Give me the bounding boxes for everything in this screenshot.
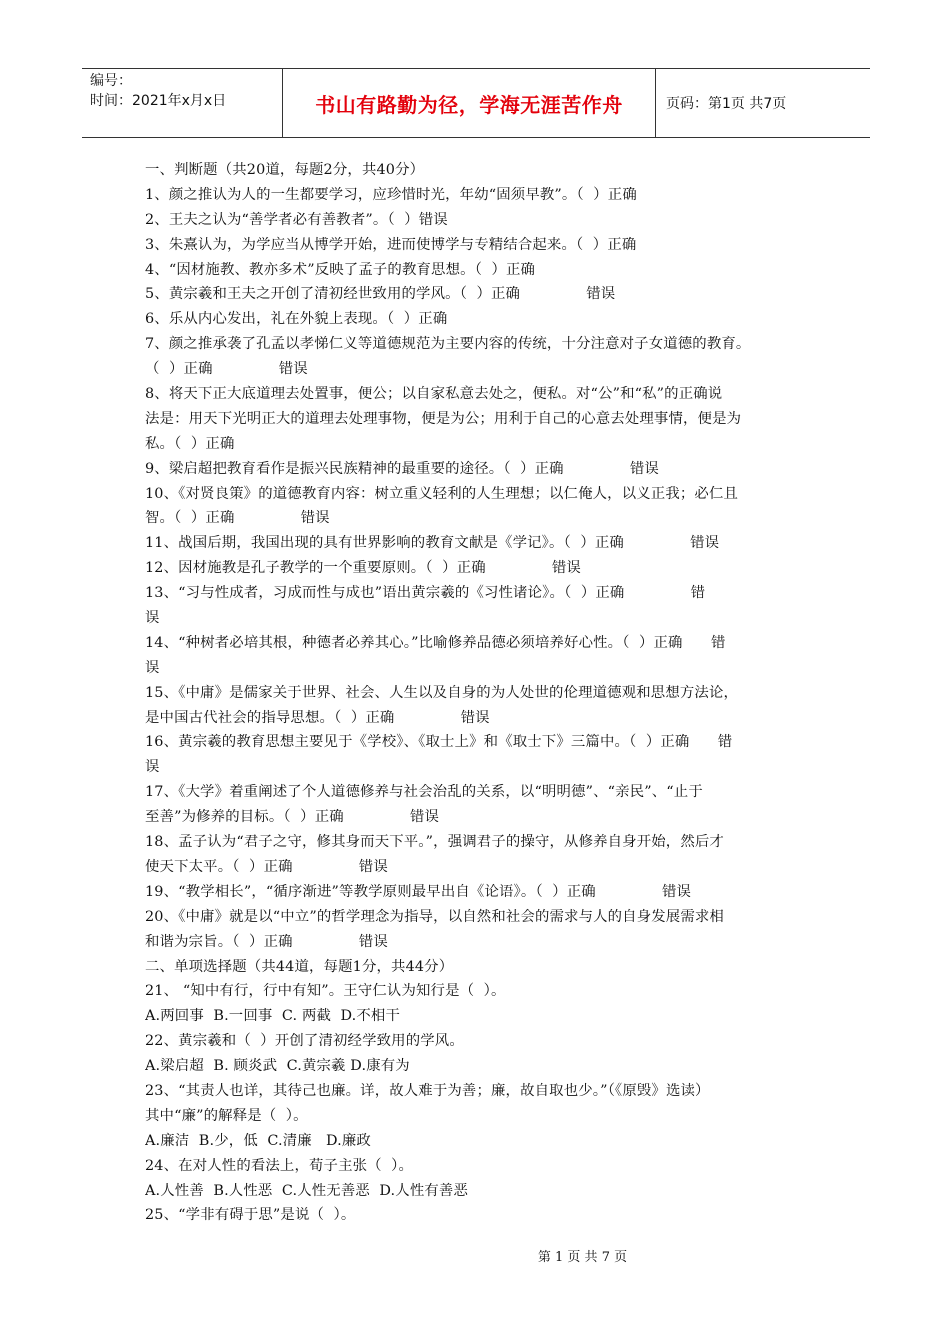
text-line: 2、王夫之认为“善学者必有善教者”。（ ）错误 — [145, 211, 448, 228]
text-line: 10、《对贤良策》的道德教育内容：树立重义轻利的人生理想；以仁俺人，以义正我；必仁且 — [145, 485, 739, 502]
text-line: 20、《中庸》就是以“中立”的哲学理念为指导，以自然和社会的需求与人的自身发展需求相 — [145, 908, 724, 925]
text-line: A.廉洁 B.少，低 C.清廉 D.廉政 — [145, 1132, 371, 1149]
text-line: 24、在对人性的看法上，荀子主张（ ）。 — [145, 1157, 414, 1174]
text-line: 3、朱熹认为，为学应当从博学开始，进而使博学与专精结合起来。（ ）正确 — [145, 236, 637, 253]
text-line: 1、颜之推认为人的一生都要学习，应珍惜时光，年幼“固须早教”。（ ）正确 — [145, 186, 637, 203]
text-line: 至善”为修养的目标。（ ）正确 错误 — [145, 809, 440, 826]
text-line: 7、颜之推承袭了孔孟以孝悌仁义等道德规范为主要内容的传统，十分注意对子女道德的教育。 — [145, 336, 751, 353]
text-line: 16、黄宗羲的教育思想主要见于《学校》、《取士上》和《取士下》三篇中。（ ）正确 错 — [145, 734, 733, 751]
document-body — [145, 158, 805, 1228]
page-footer: 第 1 页 共 7 页 — [537, 1250, 628, 1265]
text-line: 其中“廉”的解释是（ ）。 — [145, 1107, 308, 1124]
text-line: 一、判断题（共20道，每题2分，共40分） — [145, 162, 425, 178]
text-line: 9、梁启超把教育看作是振兴民族精神的最重要的途径。（ ）正确 错误 — [145, 460, 659, 477]
text-line: 使天下太平。（ ）正确 错误 — [145, 858, 388, 875]
text-line: （ ）正确 错误 — [145, 361, 308, 378]
text-line: 智。（ ）正确 错误 — [145, 510, 330, 527]
text-line: 18、孟子认为“君子之守，修其身而天下平。”，强调君子的操守，从修养自身开始，然后才 — [145, 834, 724, 851]
text-line: 13、“习与性成者，习成而性与成也”语出黄宗羲的《习性诸论》。（ ）正确 错 — [145, 585, 706, 602]
document-number-label: 编号： — [90, 73, 132, 89]
header-motto: 书山有路勤为径，学海无涯苦作舟 — [282, 69, 656, 137]
text-line: 17、《大学》着重阐述了个人道德修养与社会治乱的关系，以“明明德”、“亲民”、“止于 — [145, 784, 703, 801]
text-line: 5、黄宗羲和王夫之开创了清初经世致用的学风。（ ）正确 错误 — [145, 286, 616, 303]
text-line: A.梁启超 B. 顾炎武 C.黄宗羲 D.康有为 — [145, 1058, 410, 1075]
text-line: 误 — [145, 759, 160, 776]
header-meta — [82, 69, 282, 137]
text-line: 误 — [145, 610, 160, 627]
text-line: 12、因材施教是孔子教学的一个重要原则。（ ）正确 错误 — [145, 560, 581, 577]
text-line: 22、黄宗羲和（ ）开创了清初经学致用的学风。 — [145, 1033, 464, 1050]
text-line: 15、《中庸》是儒家关于世界、社会、人生以及自身的为人处世的伦理道德观和思想方法论， — [145, 684, 739, 701]
text-line: 误 — [145, 659, 160, 676]
text-line: 25、“学非有碍于思”是说（ ）。 — [145, 1207, 356, 1224]
page-header — [82, 68, 870, 138]
text-line: 6、乐从内心发出，礼在外貌上表现。（ ）正确 — [145, 311, 448, 328]
text-line: 是中国古代社会的指导思想。（ ）正确 错误 — [145, 709, 490, 726]
text-line: 19、“教学相长”，“循序渐进”等教学原则最早出自《论语》。（ ）正确 错误 — [145, 883, 692, 900]
text-line: 法是：用天下光明正大的道理去处理事物，便是为公；用利于自己的心意去处理事情，便是为 — [145, 410, 742, 427]
text-line: 和谐为宗旨。（ ）正确 错误 — [145, 933, 388, 950]
text-line: 4、“因材施教、教亦多术”反映了孟子的教育思想。（ ）正确 — [145, 261, 536, 278]
text-line: 私。（ ）正确 — [145, 435, 235, 452]
header-page-label: 页码：第1页 共7页 — [666, 96, 787, 112]
text-line: 23、“其责人也详，其待己也廉。详，故人难于为善；廉，故自取也少。”（《原毁》选读） — [145, 1082, 710, 1099]
text-line: 14、“种树者必培其根，种德者必养其心。”比喻修养品德必须培养好心性。（ ）正确 错 — [145, 634, 726, 651]
text-line: 11、战国后期，我国出现的具有世界影响的教育文献是《学记》。（ ）正确 错误 — [145, 535, 720, 552]
text-line: A.两回事 B.一回事 C. 两截 D.不相干 — [145, 1008, 401, 1025]
text-line: A.人性善 B.人性恶 C.人性无善恶 D.人性有善恶 — [145, 1182, 468, 1199]
document-time-label: 时间：2021年x月x日 — [90, 93, 227, 109]
text-line: 8、将天下正大底道理去处置事，便公；以自家私意去处之，便私。对“公”和“私”的正确说 — [145, 386, 723, 403]
text-line: 二、单项选择题（共44道，每题1分，共44分） — [145, 958, 454, 975]
text-line: 21、 “知中有行，行中有知”。王守仁认为知行是（ ）。 — [145, 983, 506, 1000]
